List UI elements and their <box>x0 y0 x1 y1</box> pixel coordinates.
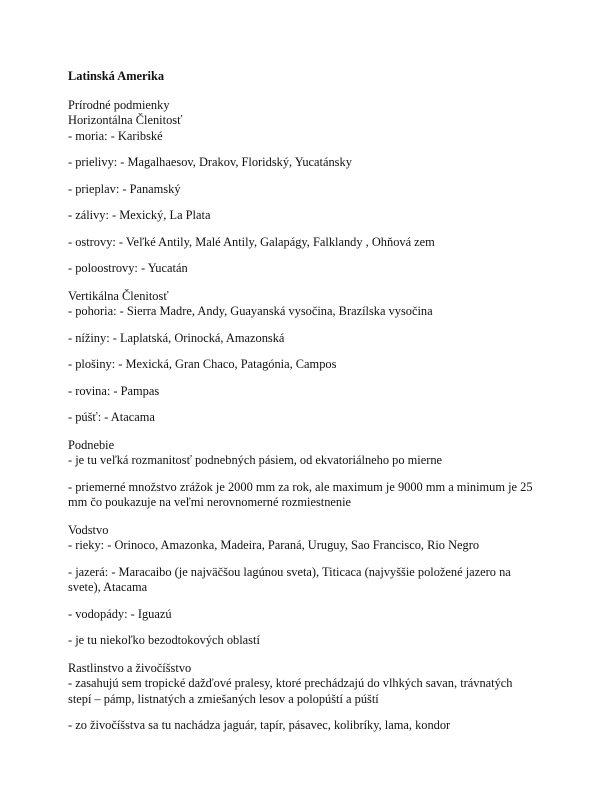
list-item: - poloostrovy: - Yucatán <box>68 261 188 275</box>
list-item: - je tu niekoľko bezodtokových oblastí <box>68 633 260 647</box>
list-item: - prielivy: - Magalhaesov, Drakov, Floridský, Yucatánsky <box>68 155 352 169</box>
section-heading: Vodstvo <box>68 522 109 537</box>
section-vertikalna-clenitost <box>68 289 538 426</box>
section-podnebie <box>68 438 538 511</box>
section-rastlinstvo-zivocisstvo <box>68 661 538 734</box>
list-item: - ostrovy: - Veľké Antily, Malé Antily, Galapágy, Falklandy , Ohňová zem <box>68 234 435 249</box>
list-item: - vodopády: - Iguazú <box>68 606 172 621</box>
list-item: - zálivy: - Mexický, La Plata <box>68 208 211 222</box>
list-item: - zo živočíšstva sa tu nachádza jaguár, tapír, pásavec, kolibríky, lama, kondor <box>68 718 451 732</box>
section-prirodne-podmienky <box>68 98 538 277</box>
list-item: - jazerá: - Maracaibo (je najväčšou lagúnou sveta), Titicaca (najvyššie položené jazero na svete), Atacama <box>68 564 511 594</box>
list-item: - pohoria: - Sierra Madre, Andy, Guayanská vysočina, Brazílska vysočina <box>68 304 433 318</box>
section-subheading: Horizontálna Členitosť <box>68 113 183 127</box>
list-item: - moria: - Karibské <box>68 128 163 143</box>
section-vodstvo <box>68 523 538 649</box>
list-item: - rieky: - Orinoco, Amazonka, Madeira, Paraná, Uruguy, Sao Francisco, Rio Negro <box>68 538 480 552</box>
list-item: - priemerné množstvo zrážok je 2000 mm za rok, ale maximum je 9000 mm a minimum je 25 mm čo poukazuje na veľmi nerovnomerné rozmiestnenie <box>68 479 533 509</box>
list-item: - rovina: - Pampas <box>68 383 160 398</box>
list-item: - je tu veľká rozmanitosť podnebných pásiem, od ekvatoriálneho po mierne <box>68 453 443 467</box>
section-heading: Rastlinstvo a živočíšstvo <box>68 660 192 675</box>
section-heading: Prírodné podmienky <box>68 97 170 112</box>
list-item: - plošiny: - Mexická, Gran Chaco, Patagónia, Campos <box>68 357 337 371</box>
list-item: - zasahujú sem tropické dažďové pralesy, ktoré prechádzajú do vlhkých savan, trávnatých stepí – pámp, listnatých a zmiešaných lesov a polopúští a púští <box>68 676 513 706</box>
list-item: - púšť: - Atacama <box>68 410 155 424</box>
document-page <box>68 69 538 734</box>
document-title: Latinská Amerika <box>68 69 165 83</box>
list-item: - prieplav: - Panamský <box>68 181 181 196</box>
section-heading: Podnebie <box>68 437 115 452</box>
section-heading: Vertikálna Členitosť <box>68 288 169 303</box>
list-item: - nížiny: - Laplatská, Orinocká, Amazonská <box>68 330 285 345</box>
